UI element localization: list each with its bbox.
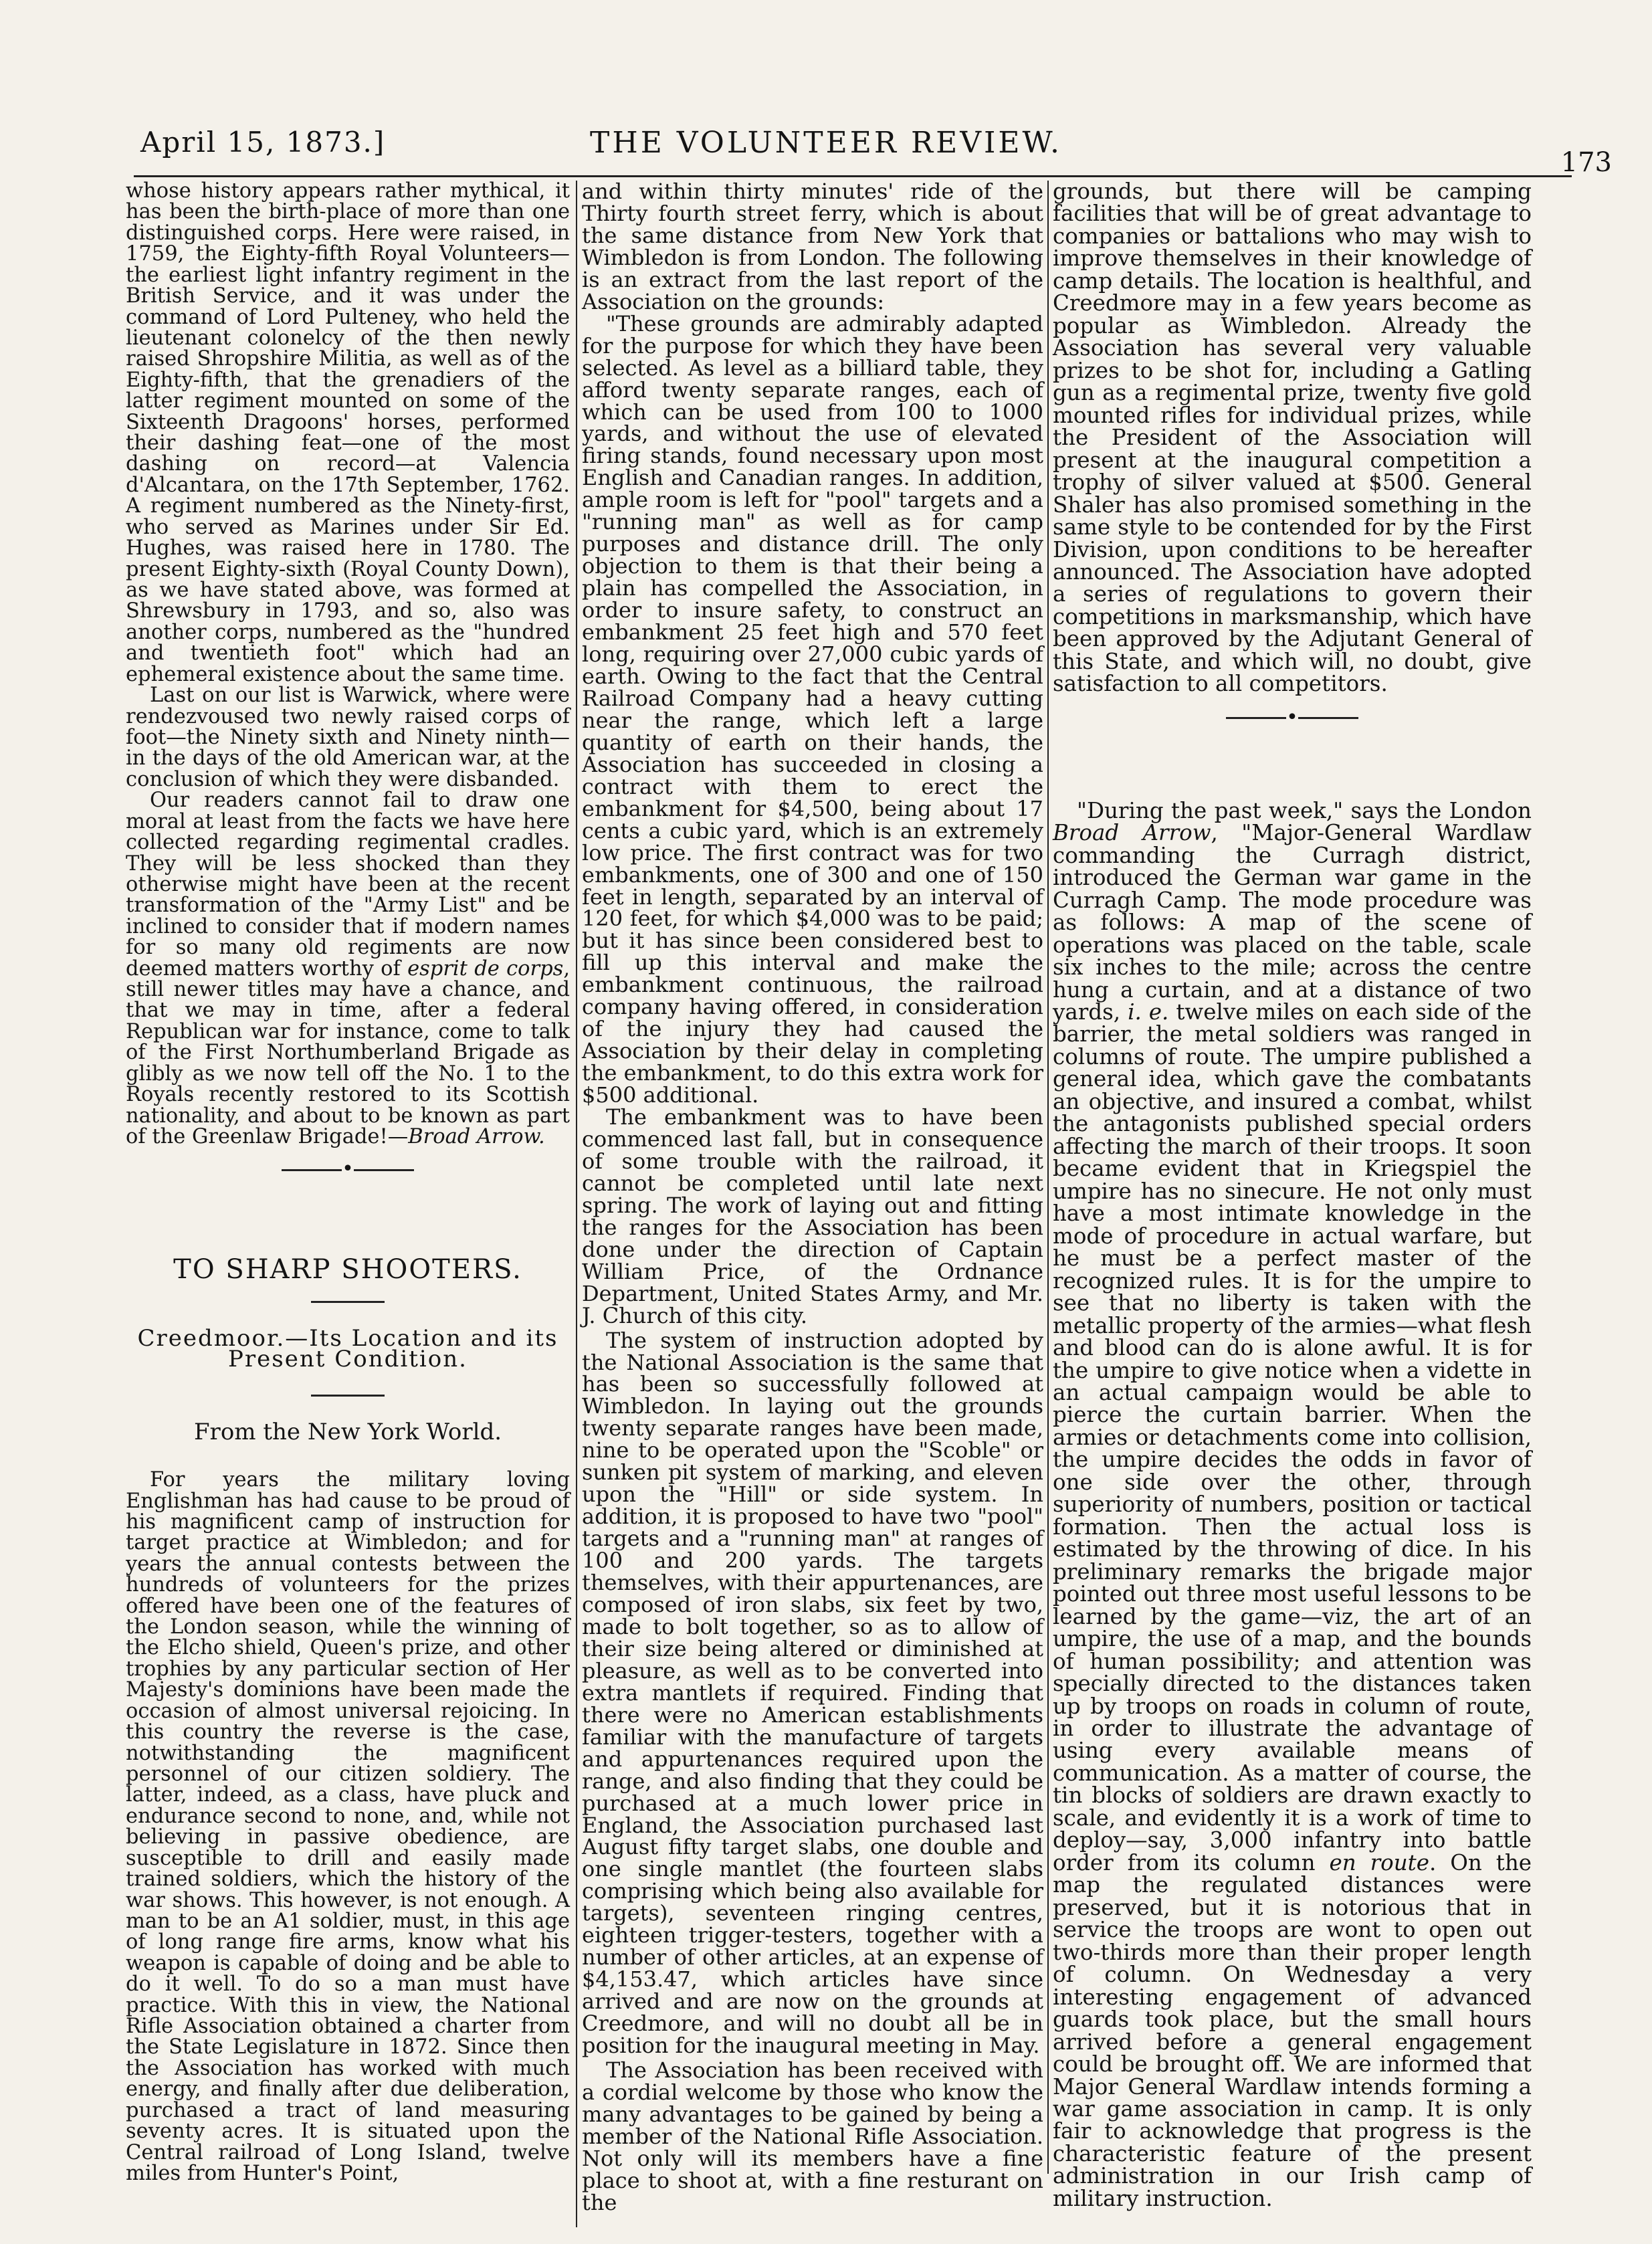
article-paragraph: The Association has been received with a cordial welcome by those who know the many advantages to be gained by being a member of the National Rifle Association. Not only will its members have a fine place to shoot at, with a fine resturant on the bbox=[582, 2057, 1043, 2215]
article-paragraph: The embankment was to have been commenced last fall, but in consequence of some trouble with the railroad, it cannot be completed until late next spring. The work of laying out and fitting the ranges for the Association has been done under the direction of Captain William Price, of the Ordnance Department, United States Army, and Mr. J. Church of this city. bbox=[582, 1104, 1043, 1328]
italic-phrase: esprit de corps bbox=[407, 956, 564, 981]
article-paragraph: The system of instruction adopted by the National Association is the same that has been so successfully followed at Wimbledon. In laying out the grounds twenty separate ranges have been made, nine to be operated upon the "Scoble" or sunken pit system of marking, and eleven upon the "Hill" or side system. In addition, it is proposed to have two "pool" targets and a "running man" at ranges of 100 and 200 yards. The targets themselves, with their appurtenances, are composed of iron slabs, six feet by two, made to bolt together, so as to allow of their size being altered or diminished at pleasure, as well as to be converted into extra mantlets if required. Finding that there were no American establishments familiar with the manufacture of targets and appurtenances required upon the range, and also finding that they could be purchased at a much lower price in England, the Association purchased last August fifty target slabs, one double and one single mantlet (the fourteen slabs comprising which being also available for targets), seventeen ringing centres, eighteen trigger-testers, together with a number of other articles, at an expense of $4,153.47, which articles have since arrived and are now on the grounds at Creedmore, and will no doubt all be in position for the inaugural meeting in May. bbox=[582, 1327, 1043, 2059]
column-1 bbox=[126, 181, 570, 2184]
article-source: From the New York World. bbox=[193, 1418, 502, 1445]
paragraph-text: , still newer titles may have a chance, and that we may in time, after a federal Republican war for instance, come to talk of the First Northumberland Brigade as glibly as we now tell off the No. 1 to the Royals recently restored to its Scottish nationality, and about to be known as part of the Greenlaw Brigade!— bbox=[126, 956, 571, 1148]
paragraph-text: . On the map the regulated distances were preserved, but it is notorious that in service the troops are wont to open out two-thirds more than their proper length of column. On Wednesday a very interesting engagement of advanced guards took place, but the small hours arrived before a general engagement could be brought off. We are informed that Major General Wardlaw intends forming a war game association in camp. It is only fair to acknowledge that progress is the characteristic feature of the present administration in our Irish camp of military instruction. bbox=[1053, 1849, 1532, 2211]
paragraph-text: twelve miles on each side of the barrier, the metal soldiers was ranged in columns of route. The umpire published a general idea, which gave the combatants an objective, and insured a combat, whilst the antagonists published special orders affecting the march of their troops. It soon became evident that in Kriegspiel the umpire has no sinecure. He not only must have a most intimate knowledge in the mode of procedure in actual warfare, but he must be a perfect master of the recognized rules. It is for the umpire to see that no liberty is taken with the metallic property of the armies—what flesh and blood can do is alone awful. It is for the umpire to give notice when a vidette in an actual campaign would be able to pierce the curtain barrier. When the armies or detachments come into collision, the umpire decides the odds in favor of one side over the other, through superiority of numbers, position or tactical formation. Then the actual loss is estimated by the throwing of dice. In his preliminary remarks the brigade major pointed out three most useful lessons to be learned by the game—viz, the art of an umpire, the use of a map, and the bounds of human possibility; and attention was specially directed to the distances taken up by troops on roads in column of route, in order to illustrate the advantage of using every available means of communication. As a matter of course, the tin blocks of soldiers are drawn exactly to scale, and evidently it is a work of time to deploy—say, 3,000 infantry into battle order from its column bbox=[1053, 999, 1532, 1875]
source-credit: Broad Arrow. bbox=[408, 1124, 545, 1148]
article-heading: TO SHARP SHOOTERS. bbox=[173, 1254, 522, 1286]
article-paragraph bbox=[1053, 797, 1532, 2211]
subheading-rule bbox=[311, 1395, 385, 1397]
article-paragraph: whose history appears rather mythical, it has been the birth-place of more than one distinguished corps. Here were raised, in 1759, the Eighty-fifth Royal Volunteers—the earliest light infantry regiment in the British Service, and it was under the command of Lord Pulteney, who held the lieutenant colonelcy of the then newly raised Shropshire Militia, as well as of the Eighty-fifth, that the grenadiers of the latter regiment mounted on some of the Sixteenth Dragoons' horses, performed their dashing feat—one of the most dashing on record—at Valencia d'Alcantara, on the 17th September, 1762. A regiment numbered as the Ninety-first, who served as Marines under Sir Ed. Hughes, was raised here in 1780. The present Eighty-sixth (Royal County Down), as we have stated above, was formed at Shrewsbury in 1793, and so, also was another corps, numbered as the "hundred and twentieth foot" which had an ephemeral existence about the same time. bbox=[126, 179, 570, 686]
paragraph-text: , "Major-General Wardlaw commanding the Curragh district, introduced the German war game in the Curragh Camp. The mode procedure was as follows: A map of the scene of operations was placed on the table, scale six inches to the mile; across the centre hung a curtain, and at a distance of two yards, bbox=[1053, 820, 1532, 1025]
column-divider bbox=[576, 181, 577, 2227]
article-paragraph: Last on our list is Warwick, where were rendezvoused two newly raised corps of foot—the Ninety sixth and Ninety ninth—in the days of the old American war, at the conclusion of which they were disbanded. bbox=[126, 684, 570, 791]
column-3 bbox=[1053, 181, 1532, 2210]
header-rule bbox=[134, 175, 1572, 177]
publication-title: THE VOLUNTEER REVIEW. bbox=[589, 126, 1063, 160]
section-separator: • bbox=[1053, 708, 1532, 728]
article-paragraph: and within thirty minutes' ride of the Thirty fourth street ferry, which is about the same distance from New York that Wimbledon is from London. The following is an extract from the last report of the Association on the grounds: bbox=[582, 179, 1043, 314]
article-paragraph bbox=[126, 790, 570, 1147]
italic-phrase: en route bbox=[1329, 1849, 1429, 1875]
heading-rule bbox=[311, 1301, 385, 1303]
issue-date: April 15, 1873.] bbox=[140, 126, 386, 159]
source-credit: Broad Arrow bbox=[1053, 820, 1211, 846]
page-header bbox=[0, 0, 1652, 181]
article-paragraph: "These grounds are admirably adapted for the purpose for which they have been selected. As level as a billiard table, they afford twenty separate ranges, each of which can be used from 100 to 1000 yards, and without the use of elevated firing stands, found necessary upon most English and Canadian ranges. In addition, ample room is left for "pool" targets and a "running man" as well as for camp purposes and distance drill. The only objection to them is that their being a plain has compelled the Association, in order to insure safety, to construct an embankment 25 feet high and 570 feet long, requiring over 27,000 cubic yards of earth. Owing to the fact that the Central Railroad Company had a heavy cutting near the range, which left a large quantity of earth on their hands, the Association has succeeded in closing a contract with them to erect the embankment for $4,500, being about 17 cents a cubic yard, which is an extremely low price. The first contract was for two embankments, one of 300 and one of 150 feet in length, separated by an interval of 120 feet, for which $4,000 was to be paid; but it has since been considered best to fill up this interval and make the embankment continuous, the railroad company having offered, in consideration of the injury they had caused the Association by their delay in completing the embankment, to do this extra work for $500 additional. bbox=[582, 310, 1043, 1108]
page-number: 173 bbox=[1560, 147, 1612, 178]
paragraph-text: Our readers cannot fail to draw one moral at least from the facts we have here collected regarding regimental cradles. They will be less shocked than they otherwise might have been at the recent transformation of the "Army List" and be inclined to consider that if modern names for so many old regiments are now deemed matters worthy of bbox=[126, 789, 570, 981]
column-divider bbox=[1047, 181, 1049, 2174]
column-2 bbox=[582, 181, 1043, 2214]
section-separator: • bbox=[126, 1159, 570, 1179]
article-paragraph: grounds, but there will be camping facilities that will be of great advantage to companies or battalions who may wish to improve themselves in their knowledge of camp details. The location is healthful, and Creedmore may in a few years become as popular as Wimbledon. Already the Association has several very valuable prizes to be shot for, including a Gatling gun as a regimental prize, twenty five gold mounted rifles for individual prizes, while the President of the Association will present at the inaugural competition a trophy of silver valued at $500. General Shaler has also promised something in the same style to be contended for by the First Division, upon conditions to be hereafter announced. The Association have adopted a series of regulations to govern their competitions in marksmanship, which have been approved by the Adjutant General of this State, and which will, no doubt, give satisfaction to all competitors. bbox=[1053, 179, 1532, 697]
paragraph-text: "During the past week," says the London bbox=[1077, 797, 1532, 823]
italic-phrase: i. e. bbox=[1128, 999, 1169, 1025]
article-paragraph: For years the military loving Englishman has had cause to be proud of his magnificent camp of instruction for target practice at Wimbledon; and for years the annual contests between the hundreds of volunteers for the prizes offered have been one of the features of the London season, while the winning of the Elcho shield, Queen's prize, and other trophies by any particular section of Her Majesty's dominions have been made the occasion of almost universal rejoicing. In this country the reverse is the case, notwithstanding the magnificent personnel of our citizen soldiery. The latter, indeed, as a class, have pluck and endurance second to none, and, while not believing in passive obedience, are susceptible to drill and easily made trained soldiers, which the history of the war shows. This however, is not enough. A man to be an A1 soldier, must, in this age of long range fire arms, know what his weapon is capable of doing and be able to do it well. To do so a man must have practice. With this in view, the National Rifle Association obtained a charter from the State Legislature in 1872. Since then the Association has worked with much energy, and finally after due deliberation, purchased a tract of land measuring seventy acres. It is situated upon the Central railroad of Long Island, twelve miles from Hunter's Point, bbox=[126, 1468, 570, 2186]
article-subheading: Creedmoor.—Its Location and its Present Condition. bbox=[137, 1324, 558, 1373]
